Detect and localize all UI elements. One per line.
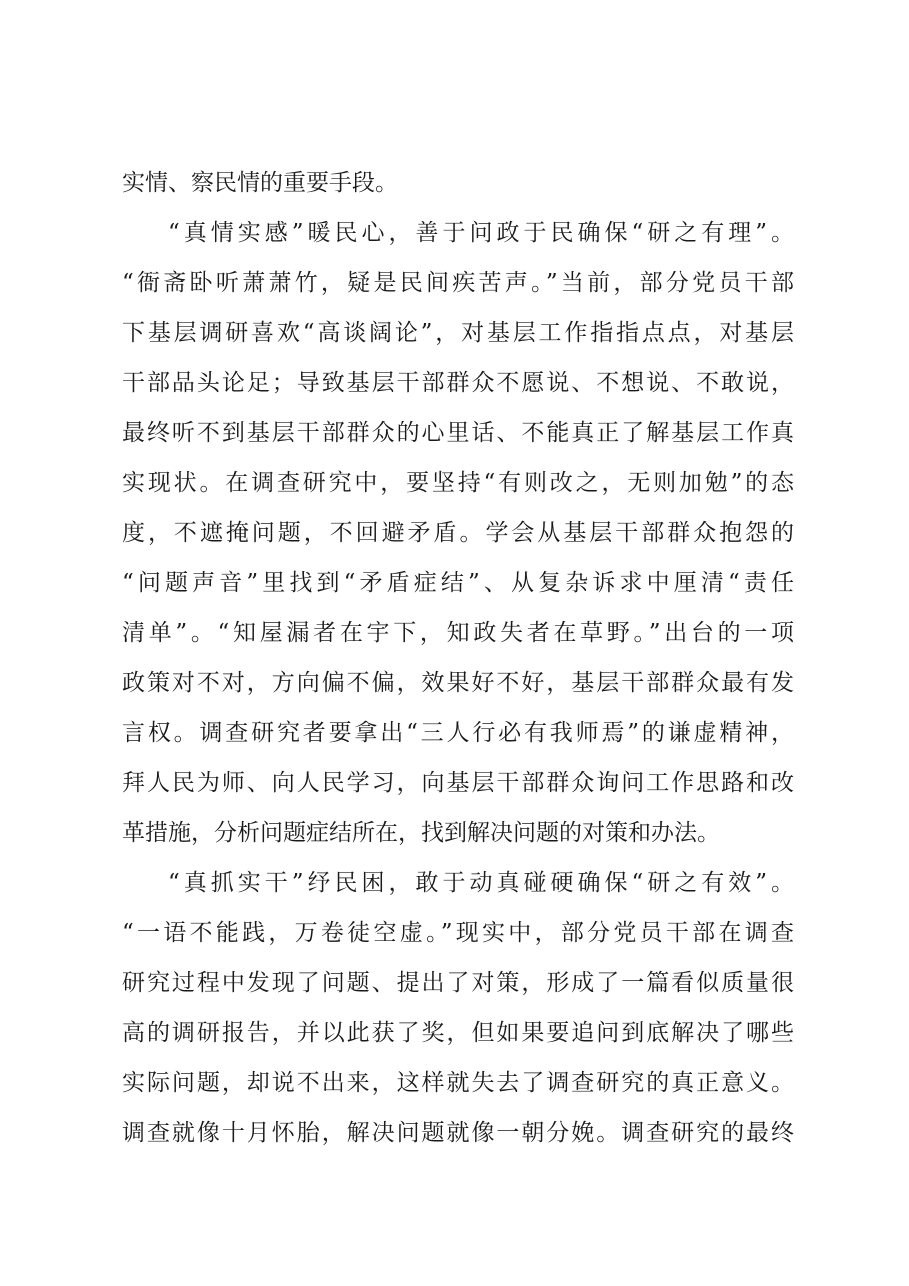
text-line-1: 实情、察民情的重要手段。: [122, 170, 398, 196]
text-line-13: 拜人民为师、向人民学习，向基层干部群众询问工作思路和改: [122, 770, 794, 796]
text-line-4: 下基层调研喜欢“高谈阔论”，对基层工作指指点点，对基层: [122, 320, 794, 346]
text-line-20: 调查就像十月怀胎，解决问题就像一朝分娩。调查研究的最终: [122, 1120, 794, 1146]
text-line-11: 政策对不对，方向偏不偏，效果好不好，基层干部群众最有发: [122, 670, 794, 696]
text-line-14: 革措施，分析问题症结所在，找到解决问题的对策和办法。: [122, 820, 720, 846]
text-line-8: 度，不遮掩问题，不回避矛盾。学会从基层干部群众抱怨的: [122, 520, 794, 546]
text-line-12: 言权。调查研究者要拿出“三人行必有我师焉”的谦虚精神，: [122, 720, 794, 746]
paragraph-heading-line: “真情实感”暖民心，善于问政于民确保“研之有理”。: [168, 220, 794, 246]
paragraph-heading-line: “真抓实干”纾民困，敢于动真碰硬确保“研之有效”。: [168, 870, 794, 896]
text-line-18: 高的调研报告，并以此获了奖，但如果要追问到底解决了哪些: [122, 1020, 794, 1046]
text-line-10: 清单”。“知屋漏者在宇下，知政失者在草野。”出台的一项: [122, 620, 794, 646]
text-line-16: “一语不能践，万卷徒空虚。”现实中，部分党员干部在调查: [122, 920, 794, 946]
text-line-5: 干部品头论足；导致基层干部群众不愿说、不想说、不敢说，: [122, 370, 794, 396]
text-line-9: “问题声音”里找到“矛盾症结”、从复杂诉求中厘清“责任: [122, 570, 794, 596]
text-line-19: 实际问题，却说不出来，这样就失去了调查研究的真正意义。: [122, 1070, 794, 1096]
text-line-7: 实现状。在调查研究中，要坚持“有则改之，无则加勉”的态: [122, 470, 794, 496]
text-line-6: 最终听不到基层干部群众的心里话、不能真正了解基层工作真: [122, 420, 794, 446]
text-line-3: “衙斋卧听萧萧竹，疑是民间疾苦声。”当前，部分党员干部: [122, 270, 794, 296]
text-line-17: 研究过程中发现了问题、提出了对策，形成了一篇看似质量很: [122, 970, 794, 996]
